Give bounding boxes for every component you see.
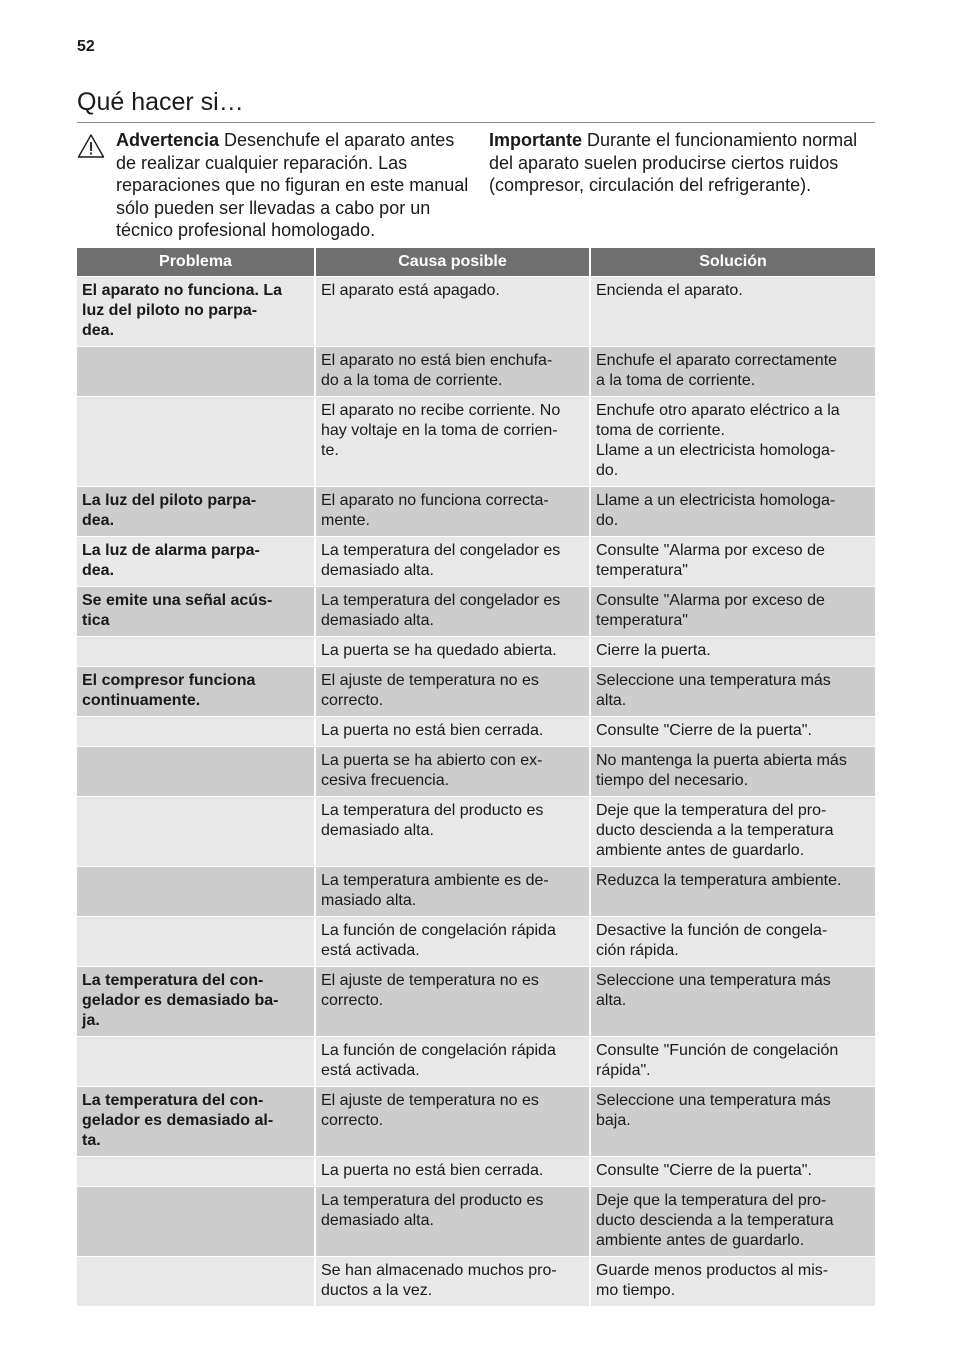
solution-cell: Deje que la temperatura del pro- ducto descienda a la temperatura ambiente antes de guardarlo.	[590, 1187, 875, 1257]
cause-cell: La temperatura del producto es demasiado alta.	[315, 797, 590, 867]
important-text: Durante el funcionamiento normal del aparato suelen producirse ciertos ruidos (compresor, circulación del refrigerante).	[489, 130, 858, 196]
solution-cell: Encienda el aparato.	[590, 277, 875, 347]
cause-cell: La función de congelación rápida está activada.	[315, 917, 590, 967]
problem-cell: Se emite una señal acús- tica	[77, 587, 315, 637]
problem-cell	[77, 867, 315, 917]
problem-cell	[77, 1257, 315, 1307]
problem-cell	[77, 397, 315, 487]
problem-cell: La temperatura del con- gelador es demasiado al- ta.	[77, 1087, 315, 1157]
solution-cell: Guarde menos productos al mis- mo tiempo.	[590, 1257, 875, 1307]
cause-cell: La puerta no está bien cerrada.	[315, 717, 590, 747]
solution-cell: Cierre la puerta.	[590, 637, 875, 667]
cause-cell: El aparato no está bien enchufa- do a la toma de corriente.	[315, 347, 590, 397]
problem-cell	[77, 717, 315, 747]
solution-cell: Seleccione una temperatura más alta.	[590, 667, 875, 717]
cause-cell: El ajuste de temperatura no es correcto.	[315, 667, 590, 717]
cause-cell: La puerta se ha quedado abierta.	[315, 637, 590, 667]
table-row	[77, 797, 875, 867]
problem-cell	[77, 1187, 315, 1257]
table-row	[77, 1187, 875, 1257]
cause-cell: La temperatura del congelador es demasiado alta.	[315, 537, 590, 587]
solution-cell: Consulte "Cierre de la puerta".	[590, 1157, 875, 1187]
table-row	[77, 667, 875, 717]
solution-cell: Llame a un electricista homologa- do.	[590, 487, 875, 537]
page-title: Qué hacer si…	[77, 88, 244, 116]
solution-cell: Consulte "Cierre de la puerta".	[590, 717, 875, 747]
problem-cell	[77, 747, 315, 797]
cause-cell: Se han almacenado muchos pro- ductos a la vez.	[315, 1257, 590, 1307]
problem-cell	[77, 917, 315, 967]
problem-cell: El aparato no funciona. La luz del piloto no parpa- dea.	[77, 277, 315, 347]
solution-cell: Enchufe otro aparato eléctrico a la toma de corriente. Llame a un electricista homologa- do.	[590, 397, 875, 487]
solution-cell: Enchufe el aparato correctamente a la toma de corriente.	[590, 347, 875, 397]
title-divider	[77, 122, 875, 123]
header-cause: Causa posible	[315, 248, 590, 277]
problem-cell: La luz del piloto parpa- dea.	[77, 487, 315, 537]
cause-cell: El ajuste de temperatura no es correcto.	[315, 1087, 590, 1157]
troubleshooting-table	[77, 248, 875, 1306]
table-header-row	[77, 248, 875, 277]
header-solution: Solución	[590, 248, 875, 277]
warning-label: Advertencia	[116, 130, 220, 150]
table-row	[77, 917, 875, 967]
table-row	[77, 717, 875, 747]
warning-note	[116, 129, 476, 242]
cause-cell: El aparato no recibe corriente. No hay voltaje en la toma de corrien- te.	[315, 397, 590, 487]
table-row	[77, 537, 875, 587]
warning-triangle-icon	[77, 133, 105, 159]
solution-cell: Consulte "Alarma por exceso de temperatura"	[590, 537, 875, 587]
cause-cell: El aparato no funciona correcta- mente.	[315, 487, 590, 537]
problem-cell	[77, 797, 315, 867]
table-row	[77, 397, 875, 487]
table-row	[77, 487, 875, 537]
problem-cell	[77, 1037, 315, 1087]
cause-cell: El ajuste de temperatura no es correcto.	[315, 967, 590, 1037]
problem-cell: El compresor funciona continuamente.	[77, 667, 315, 717]
solution-cell: Desactive la función de congela- ción rápida.	[590, 917, 875, 967]
solution-cell: Consulte "Función de congelación rápida".	[590, 1037, 875, 1087]
table-row	[77, 637, 875, 667]
solution-cell: Seleccione una temperatura más alta.	[590, 967, 875, 1037]
cause-cell: La temperatura del congelador es demasiado alta.	[315, 587, 590, 637]
table-row	[77, 1087, 875, 1157]
table-row	[77, 1037, 875, 1087]
warning-text: Desenchufe el aparato antes de realizar cualquier reparación. Las reparaciones que no figuran en este manual sólo pueden ser llevadas a cabo por un técnico profesional homologado.	[116, 130, 469, 241]
solution-cell: No mantenga la puerta abierta más tiempo del necesario.	[590, 747, 875, 797]
important-label: Importante	[489, 130, 583, 150]
table-row	[77, 347, 875, 397]
table-row	[77, 867, 875, 917]
table-row	[77, 967, 875, 1037]
problem-cell	[77, 637, 315, 667]
problem-cell: La luz de alarma parpa- dea.	[77, 537, 315, 587]
table-row	[77, 1157, 875, 1187]
cause-cell: La función de congelación rápida está activada.	[315, 1037, 590, 1087]
problem-cell	[77, 347, 315, 397]
cause-cell: La temperatura ambiente es de- masiado alta.	[315, 867, 590, 917]
cause-cell: La puerta no está bien cerrada.	[315, 1157, 590, 1187]
problem-cell: La temperatura del con- gelador es demasiado ba- ja.	[77, 967, 315, 1037]
solution-cell: Reduzca la temperatura ambiente.	[590, 867, 875, 917]
table-row	[77, 1257, 875, 1307]
header-problem: Problema	[77, 248, 315, 277]
cause-cell: La temperatura del producto es demasiado alta.	[315, 1187, 590, 1257]
important-note	[489, 129, 879, 197]
problem-cell	[77, 1157, 315, 1187]
table-row	[77, 587, 875, 637]
cause-cell: La puerta se ha abierto con ex- cesiva frecuencia.	[315, 747, 590, 797]
cause-cell: El aparato está apagado.	[315, 277, 590, 347]
table-row	[77, 277, 875, 347]
page-number: 52	[77, 38, 95, 55]
solution-cell: Seleccione una temperatura más baja.	[590, 1087, 875, 1157]
solution-cell: Deje que la temperatura del pro- ducto descienda a la temperatura ambiente antes de guardarlo.	[590, 797, 875, 867]
table-row	[77, 747, 875, 797]
solution-cell: Consulte "Alarma por exceso de temperatura"	[590, 587, 875, 637]
